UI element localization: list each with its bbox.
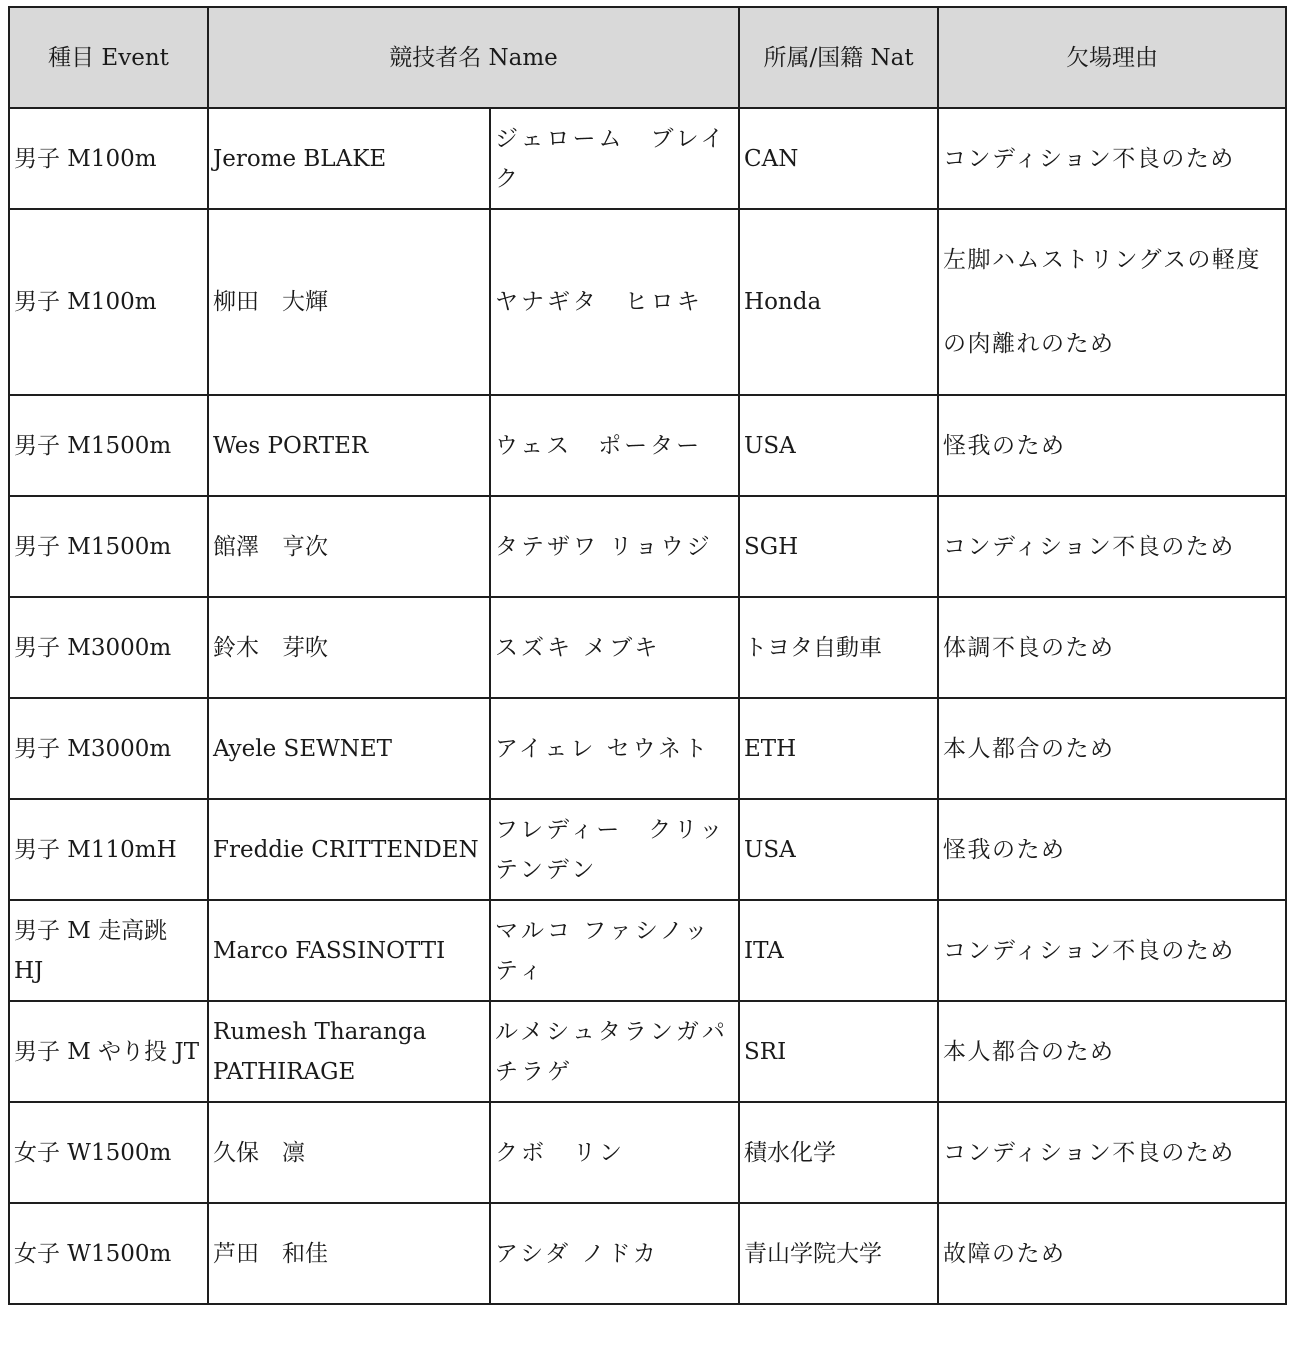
name-en-cell: 柳田 大輝 <box>208 209 490 395</box>
name-kana-cell: アシダ ノドカ <box>490 1203 739 1304</box>
name-kana-cell: アイェレ セウネト <box>490 698 739 799</box>
nat-cell: Honda <box>739 209 938 395</box>
name-kana-cell: フレディー クリッテンデン <box>490 799 739 900</box>
name-en-cell: 館澤 亨次 <box>208 496 490 597</box>
name-en-cell: 鈴木 芽吹 <box>208 597 490 698</box>
name-kana-cell: ルメシュタランガパチラゲ <box>490 1001 739 1102</box>
withdrawal-table <box>8 6 1287 1305</box>
table-row <box>9 1001 1286 1102</box>
header-reason: 欠場理由 <box>938 7 1286 108</box>
event-cell: 女子 W1500m <box>9 1203 208 1304</box>
name-kana-cell: マルコ ファシノッティ <box>490 900 739 1001</box>
nat-cell: トヨタ自動車 <box>739 597 938 698</box>
event-cell: 男子 M3000m <box>9 597 208 698</box>
reason-cell: コンディション不良のため <box>938 900 1286 1001</box>
table-row <box>9 698 1286 799</box>
reason-cell: 左脚ハムストリングスの軽度の肉離れのため <box>938 209 1286 395</box>
event-cell: 女子 W1500m <box>9 1102 208 1203</box>
nat-cell: 青山学院大学 <box>739 1203 938 1304</box>
nat-cell: ETH <box>739 698 938 799</box>
name-en-cell: Jerome BLAKE <box>208 108 490 209</box>
event-cell: 男子 M1500m <box>9 395 208 496</box>
name-en-cell: Ayele SEWNET <box>208 698 490 799</box>
header-nat: 所属/国籍 Nat <box>739 7 938 108</box>
table-row <box>9 395 1286 496</box>
name-kana-cell: タテザワ リョウジ <box>490 496 739 597</box>
nat-cell: CAN <box>739 108 938 209</box>
event-cell: 男子 M1500m <box>9 496 208 597</box>
nat-cell: ITA <box>739 900 938 1001</box>
table-row <box>9 799 1286 900</box>
reason-cell: 本人都合のため <box>938 698 1286 799</box>
name-kana-cell: クボ リン <box>490 1102 739 1203</box>
name-kana-cell: ヤナギタ ヒロキ <box>490 209 739 395</box>
event-cell: 男子 M100m <box>9 108 208 209</box>
reason-cell: 怪我のため <box>938 799 1286 900</box>
name-kana-cell: ウェス ポーター <box>490 395 739 496</box>
name-en-cell: Wes PORTER <box>208 395 490 496</box>
name-en-cell: Marco FASSINOTTI <box>208 900 490 1001</box>
table-row <box>9 1203 1286 1304</box>
table-row <box>9 1102 1286 1203</box>
reason-cell: コンディション不良のため <box>938 108 1286 209</box>
reason-cell: 本人都合のため <box>938 1001 1286 1102</box>
reason-cell: 体調不良のため <box>938 597 1286 698</box>
table-row <box>9 209 1286 395</box>
event-cell: 男子 M100m <box>9 209 208 395</box>
event-cell: 男子 M やり投 JT <box>9 1001 208 1102</box>
nat-cell: SRI <box>739 1001 938 1102</box>
reason-cell: コンディション不良のため <box>938 496 1286 597</box>
name-en-cell: 久保 凛 <box>208 1102 490 1203</box>
reason-cell: 怪我のため <box>938 395 1286 496</box>
nat-cell: SGH <box>739 496 938 597</box>
header-row <box>9 7 1286 108</box>
reason-cell: コンディション不良のため <box>938 1102 1286 1203</box>
name-en-cell: Rumesh Tharanga PATHIRAGE <box>208 1001 490 1102</box>
event-cell: 男子 M110mH <box>9 799 208 900</box>
reason-cell: 故障のため <box>938 1203 1286 1304</box>
table-row <box>9 597 1286 698</box>
nat-cell: USA <box>739 395 938 496</box>
name-en-cell: Freddie CRITTENDEN <box>208 799 490 900</box>
nat-cell: 積水化学 <box>739 1102 938 1203</box>
table-row <box>9 496 1286 597</box>
nat-cell: USA <box>739 799 938 900</box>
event-cell: 男子 M3000m <box>9 698 208 799</box>
header-name: 競技者名 Name <box>208 7 739 108</box>
table-row <box>9 900 1286 1001</box>
name-kana-cell: スズキ メブキ <box>490 597 739 698</box>
header-event: 種目 Event <box>9 7 208 108</box>
table-row <box>9 108 1286 209</box>
event-cell: 男子 M 走高跳 HJ <box>9 900 208 1001</box>
name-kana-cell: ジェローム ブレイク <box>490 108 739 209</box>
name-en-cell: 芦田 和佳 <box>208 1203 490 1304</box>
